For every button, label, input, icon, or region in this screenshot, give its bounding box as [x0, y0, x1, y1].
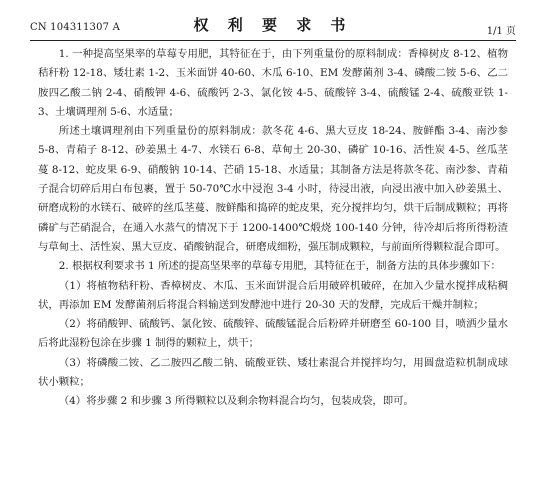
page-number: 1/1 页 — [486, 26, 516, 37]
claim-2-step-2: （2）将硝酸钾、硫酸钙、氯化铵、硫酸锌、硫酸锰混合后粉碎并研磨至 60-100 目，喷洒少量水后将此湿粉包涂在步骤 1 制得的颗粒上，烘干； — [38, 318, 508, 350]
claim-1-text: 1. 一种提高坚果率的草莓专用肥，其特征在于，由下列重量份的原料制成：香樟树皮 8-12、植物秸秆粉 12-18、矮壮素 1-2、玉米面饼 40-60、木瓜 6-10、EM 发酵菌剂 3-4、磷酸二铵 5-6、乙二胺四乙酸二钠 2-4、硝酸钾 4-6、硫酸钙 2-3、氯化铵 4-5、硫酸锌 3-4、硫酸锰 2-4、硫酸亚铁 1-3、土壤调理剂 5-6、水适量； — [38, 48, 508, 118]
claim-2-step-4: （4）将步骤 2 和步骤 3 所得颗粒以及剩余物料混合均匀，包装成袋，即可。 — [58, 395, 414, 408]
page-header — [30, 14, 516, 40]
header-divider — [30, 40, 516, 41]
claim-1-soil-conditioner-text: 所述土壤调理剂由下列重量份的原料制成：款冬花 4-6、黑大豆皮 18-24、胺鲜酯 3-4、南沙参 5-8、青葙子 8-12、砂姜黑土 4-7、水镁石 6-8、草甸土 20-30、磷矿 10-16、活性炭 4-5、丝瓜茎蔓 8-12、蛇皮果 6-9、硝酸钠 10-14、芒硝 15-18、水适量；其制备方法是将款冬花、南沙参、青葙子混合切碎后用白布包裹，置于 50-70℃水中浸泡 3-4 小时，待浸出液，向浸出液中加入砂姜黑土、研磨成粉的水镁石、破碎的丝瓜茎蔓、胺鲜酯和捣碎的蛇皮果，充分搅拌均匀，烘干后制成颗粒；再将磷矿与芒硝混合，在通入水蒸气的情况下于 1200-1400℃煅烧 100-140 分钟，待冷却后将所得粉渣与草甸土、活性炭、黑大豆皮、硝酸钠混合，研磨成细粉，强压制成颗粒，与前面所得颗粒混合即可。 — [38, 125, 508, 253]
claim-2-step-1: （1）将植物秸秆粉、香樟树皮、木瓜、玉米面饼混合后用破碎机破碎，在加入少量水搅拌成粘稠状，再添加 EM 发酵菌剂后将混合料输送到发酵池中进行 20-30 天的发酵，完成后干燥并制粒； — [38, 279, 508, 311]
claims-body — [38, 45, 508, 412]
page-title: 权 利 要 求 书 — [193, 16, 353, 34]
patent-number: CN 104311307 A — [30, 22, 121, 33]
claim-2-step-3: （3）将磷酸二铵、乙二胺四乙酸二钠、硫酸亚铁、矮壮素混合并搅拌均匀，用圆盘造粒机制成球状小颗粒； — [38, 356, 508, 389]
claim-2-text: 2. 根据权利要求书 1 所述的提高坚果率的草莓专用肥，其特征在于，制备方法的具体步骤如下： — [58, 260, 501, 273]
